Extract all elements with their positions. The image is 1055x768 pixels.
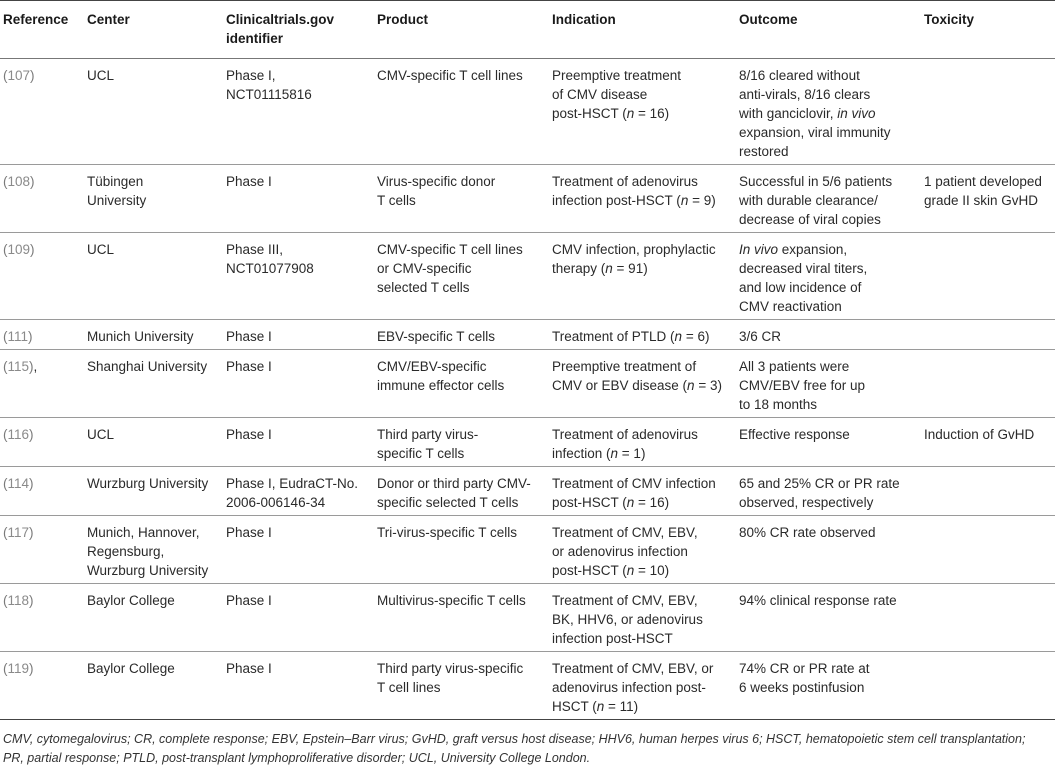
cell-product: EBV-specific T cells [370,320,545,350]
table-row [0,516,1055,584]
cell-toxicity [917,584,1055,652]
cell-product: Tri-virus-specific T cells [370,516,545,584]
header-indication: Indication [545,1,732,59]
cell-center: Baylor College [80,584,219,652]
cell-indication: Preemptive treatment of CMV disease post-HSCT (n = 16) [545,59,732,165]
cell-toxicity [917,350,1055,418]
cell-center: Wurzburg University [80,467,219,516]
cell-reference: (118) [0,584,80,652]
cell-center: Munich, Hannover, Regensburg, Wurzburg University [80,516,219,584]
reference-link[interactable]: 114 [7,476,30,491]
cell-identifier: Phase III, NCT01077908 [219,233,370,320]
cell-identifier: Phase I [219,652,370,720]
cell-product: Third party virus- specific T cells [370,418,545,467]
reference-link[interactable]: 115 [7,359,30,374]
cell-toxicity [917,652,1055,720]
header-identifier: Clinicaltrials.gov identifier [219,1,370,59]
cell-center: Tübingen University [80,165,219,233]
cell-center: UCL [80,59,219,165]
cell-center: UCL [80,233,219,320]
cell-product: CMV-specific T cell lines or CMV-specific selected T cells [370,233,545,320]
cell-identifier: Phase I, NCT01115816 [219,59,370,165]
header-product: Product [370,1,545,59]
cell-reference: (114) [0,467,80,516]
reference-link[interactable]: 111 [7,329,29,344]
cell-product: Virus-specific donor T cells [370,165,545,233]
table-row [0,350,1055,418]
cell-outcome: Effective response [732,418,917,467]
cell-product: CMV/EBV-specific immune effector cells [370,350,545,418]
reference-link[interactable]: 117 [7,525,30,540]
header-row [0,1,1055,59]
cell-outcome: In vivo expansion, decreased viral titers, and low incidence of CMV reactivation [732,233,917,320]
cell-reference: (115), [0,350,80,418]
cell-reference: (107) [0,59,80,165]
cell-toxicity [917,233,1055,320]
cell-center: Baylor College [80,652,219,720]
cell-indication: Treatment of CMV infection post-HSCT (n = 16) [545,467,732,516]
cell-identifier: Phase I [219,584,370,652]
table-body [0,59,1055,720]
cell-indication: Preemptive treatment of CMV or EBV disease (n = 3) [545,350,732,418]
cell-outcome: 8/16 cleared without anti-virals, 8/16 clears with ganciclovir, in vivo expansion, viral immunity restored [732,59,917,165]
cell-identifier: Phase I [219,320,370,350]
cell-outcome: 94% clinical response rate [732,584,917,652]
cell-indication: Treatment of adenovirus infection (n = 1) [545,418,732,467]
cell-outcome: 74% CR or PR rate at 6 weeks postinfusion [732,652,917,720]
cell-reference: (116) [0,418,80,467]
cell-identifier: Phase I [219,165,370,233]
header-toxicity: Toxicity [917,1,1055,59]
cell-identifier: Phase I [219,418,370,467]
cell-toxicity: 1 patient developed grade II skin GvHD [917,165,1055,233]
cell-reference: (119) [0,652,80,720]
cell-outcome: Successful in 5/6 patients with durable clearance/ decrease of viral copies [732,165,917,233]
reference-link[interactable]: 107 [7,68,31,83]
table-row [0,418,1055,467]
cell-outcome: 80% CR rate observed [732,516,917,584]
cell-toxicity [917,467,1055,516]
cell-indication: Treatment of adenovirus infection post-HSCT (n = 9) [545,165,732,233]
reference-link[interactable]: 116 [7,427,30,442]
table-row [0,584,1055,652]
reference-link[interactable]: 118 [7,593,30,608]
cell-toxicity [917,320,1055,350]
cell-identifier: Phase I, EudraCT-No. 2006-006146-34 [219,467,370,516]
cell-toxicity: Induction of GvHD [917,418,1055,467]
header-outcome: Outcome [732,1,917,59]
table-row [0,652,1055,720]
cell-outcome: All 3 patients were CMV/EBV free for up to 18 months [732,350,917,418]
cell-product: CMV-specific T cell lines [370,59,545,165]
cell-indication: CMV infection, prophylactic therapy (n = 91) [545,233,732,320]
cell-reference: (109) [0,233,80,320]
cell-toxicity [917,59,1055,165]
cell-product: Donor or third party CMV- specific selected T cells [370,467,545,516]
cell-product: Multivirus-specific T cells [370,584,545,652]
cell-identifier: Phase I [219,516,370,584]
table-row [0,233,1055,320]
cell-reference: (108) [0,165,80,233]
table-row [0,165,1055,233]
cell-toxicity [917,516,1055,584]
cell-reference: (117) [0,516,80,584]
reference-link[interactable]: 109 [7,242,31,257]
table-row [0,320,1055,350]
cell-center: Munich University [80,320,219,350]
cell-outcome: 3/6 CR [732,320,917,350]
table-row [0,59,1055,165]
cell-indication: Treatment of CMV, EBV, BK, HHV6, or adenovirus infection post-HSCT [545,584,732,652]
table-footnote: CMV, cytomegalovirus; CR, complete response; EBV, Epstein–Barr virus; GvHD, graft versus host disease; HHV6, human herpes virus 6; HSCT, hematopoietic stem cell transplantation; PR, partial response; PTLD, post-transplant lymphoproliferative disorder; UCL, University College London. [3,732,1026,765]
cell-product: Third party virus-specific T cell lines [370,652,545,720]
cell-outcome: 65 and 25% CR or PR rate observed, respectively [732,467,917,516]
header-center: Center [80,1,219,59]
reference-link[interactable]: 108 [7,174,31,189]
cell-indication: Treatment of CMV, EBV, or adenovirus infection post-HSCT (n = 10) [545,516,732,584]
table-header [0,1,1055,59]
cell-indication: Treatment of PTLD (n = 6) [545,320,732,350]
cell-center: Shanghai University [80,350,219,418]
table-row [0,467,1055,516]
cell-identifier: Phase I [219,350,370,418]
header-reference: Reference [0,1,80,59]
cell-indication: Treatment of CMV, EBV, or adenovirus infection post- HSCT (n = 11) [545,652,732,720]
cell-center: UCL [80,418,219,467]
reference-link[interactable]: 119 [7,661,30,676]
cell-reference: (111) [0,320,80,350]
